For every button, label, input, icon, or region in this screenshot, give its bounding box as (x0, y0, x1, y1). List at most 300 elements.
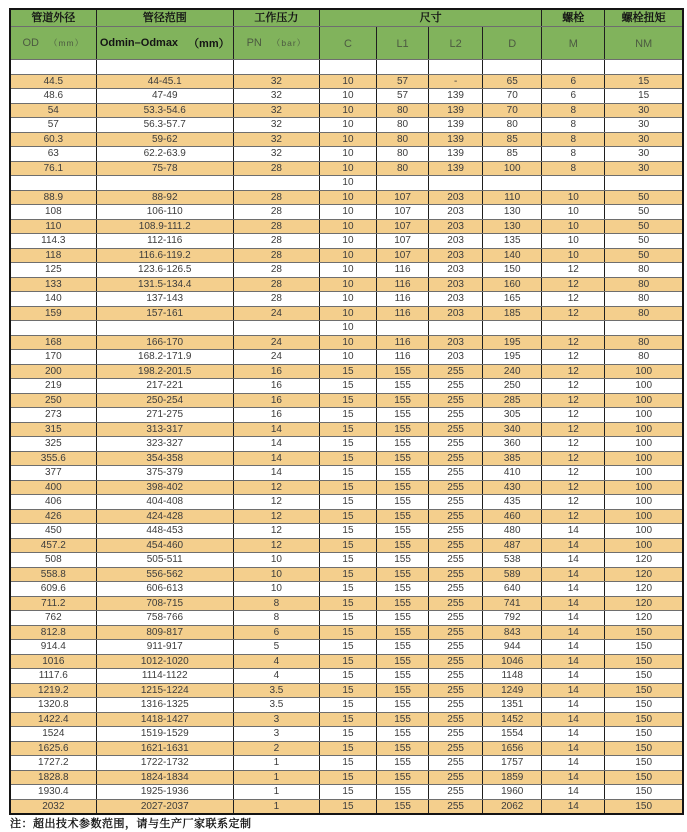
cell: 16 (233, 379, 319, 394)
table-header (10, 9, 683, 60)
table-row (10, 785, 683, 800)
cell: 1925-1936 (96, 785, 233, 800)
cell: 139 (429, 89, 483, 104)
cell (605, 321, 683, 336)
cell: 14 (233, 466, 319, 481)
cell: 15 (319, 654, 376, 669)
cell: 155 (377, 712, 429, 727)
cell (483, 321, 542, 336)
cell: 12 (542, 277, 605, 292)
cell: 107 (377, 219, 429, 234)
cell: 110 (10, 219, 96, 234)
cell: 150 (605, 683, 683, 698)
cell: 32 (233, 103, 319, 118)
cell: 100 (605, 524, 683, 539)
cell: 30 (605, 161, 683, 176)
table-row (10, 495, 683, 510)
table-row (10, 509, 683, 524)
cell: 120 (605, 611, 683, 626)
cell: 139 (429, 103, 483, 118)
cell: 150 (605, 654, 683, 669)
cell: 12 (542, 437, 605, 452)
cell: 1727.2 (10, 756, 96, 771)
cell: 10 (319, 161, 376, 176)
cell: 80 (605, 277, 683, 292)
cell: 47-49 (96, 89, 233, 104)
cell: 32 (233, 74, 319, 89)
cell: 609.6 (10, 582, 96, 597)
spacer-row (10, 321, 683, 336)
table-body (10, 60, 683, 815)
cell: 80 (605, 350, 683, 365)
cell: 255 (429, 509, 483, 524)
cell: 10 (319, 132, 376, 147)
cell: 400 (10, 480, 96, 495)
cell: 155 (377, 596, 429, 611)
cell: 1824-1834 (96, 770, 233, 785)
cell: 1422.4 (10, 712, 96, 727)
cell: 1656 (483, 741, 542, 756)
cell: 240 (483, 364, 542, 379)
cell: 10 (319, 176, 376, 191)
cell: 150 (605, 640, 683, 655)
cell: 150 (605, 727, 683, 742)
cell: 1452 (483, 712, 542, 727)
cell (233, 60, 319, 75)
cell: 741 (483, 596, 542, 611)
cell: 1524 (10, 727, 96, 742)
cell: 155 (377, 756, 429, 771)
subheader-odmin-odmax: Odmin–Odmax （mm） (96, 27, 233, 60)
cell: 424-428 (96, 509, 233, 524)
subheader-l2: L2 (429, 27, 483, 60)
cell: 15 (319, 509, 376, 524)
cell: 217-221 (96, 379, 233, 394)
cell: 12 (233, 509, 319, 524)
cell: 170 (10, 350, 96, 365)
cell (542, 176, 605, 191)
cell: 355.6 (10, 451, 96, 466)
cell: 8 (233, 596, 319, 611)
cell: 2027-2037 (96, 799, 233, 814)
cell: 14 (542, 625, 605, 640)
pipe-spec-table (9, 8, 684, 815)
cell: 385 (483, 451, 542, 466)
cell: 12 (542, 393, 605, 408)
cell: 203 (429, 248, 483, 263)
cell: 155 (377, 451, 429, 466)
cell: 155 (377, 770, 429, 785)
table-row (10, 161, 683, 176)
table-row (10, 263, 683, 278)
cell: 1316-1325 (96, 698, 233, 713)
cell: 28 (233, 248, 319, 263)
cell: 1722-1732 (96, 756, 233, 771)
header-bolt: 螺栓 (542, 9, 605, 27)
cell: 255 (429, 625, 483, 640)
cell: 406 (10, 495, 96, 510)
cell: 410 (483, 466, 542, 481)
cell: 14 (542, 538, 605, 553)
subheader-m: M (542, 27, 605, 60)
cell: 255 (429, 379, 483, 394)
cell: 166-170 (96, 335, 233, 350)
cell: 155 (377, 495, 429, 510)
cell: 16 (233, 364, 319, 379)
cell: 195 (483, 350, 542, 365)
cell: 14 (542, 582, 605, 597)
cell: 711.2 (10, 596, 96, 611)
cell: 10 (319, 118, 376, 133)
cell: 812.8 (10, 625, 96, 640)
cell: 1519-1529 (96, 727, 233, 742)
cell: 50 (605, 219, 683, 234)
cell: 758-766 (96, 611, 233, 626)
cell: 155 (377, 785, 429, 800)
cell: 255 (429, 683, 483, 698)
cell: 139 (429, 132, 483, 147)
cell: 155 (377, 625, 429, 640)
header-dimensions: 尺寸 (319, 9, 541, 27)
cell: 80 (377, 147, 429, 162)
cell: 57 (10, 118, 96, 133)
cell: 12 (542, 408, 605, 423)
cell: 116.6-119.2 (96, 248, 233, 263)
cell: 10 (319, 248, 376, 263)
subheader-d: D (483, 27, 542, 60)
table-row (10, 698, 683, 713)
subheader-od: OD （mm） (10, 27, 96, 60)
cell: 155 (377, 669, 429, 684)
cell: 10 (233, 567, 319, 582)
cell: 3.5 (233, 698, 319, 713)
cell: 155 (377, 422, 429, 437)
cell: 3.5 (233, 683, 319, 698)
cell: 50 (605, 248, 683, 263)
table-row (10, 756, 683, 771)
cell: 8 (542, 147, 605, 162)
subheader-pn: PN （bar） (233, 27, 319, 60)
cell: 12 (233, 495, 319, 510)
cell: 120 (605, 567, 683, 582)
table-row (10, 683, 683, 698)
cell: 123.6-126.5 (96, 263, 233, 278)
cell: 139 (429, 118, 483, 133)
cell: 200 (10, 364, 96, 379)
cell: 50 (605, 205, 683, 220)
cell: 139 (429, 147, 483, 162)
cell: 255 (429, 727, 483, 742)
cell: 100 (605, 480, 683, 495)
cell: 255 (429, 712, 483, 727)
cell: 15 (319, 567, 376, 582)
cell: 116 (377, 306, 429, 321)
cell: 5 (233, 640, 319, 655)
cell: 255 (429, 611, 483, 626)
cell: 155 (377, 509, 429, 524)
cell: 2 (233, 741, 319, 756)
cell: 2062 (483, 799, 542, 814)
table-row (10, 553, 683, 568)
cell: 1 (233, 785, 319, 800)
cell: 155 (377, 480, 429, 495)
table-row (10, 596, 683, 611)
cell: 323-327 (96, 437, 233, 452)
cell: 255 (429, 799, 483, 814)
cell: 1148 (483, 669, 542, 684)
cell: 150 (605, 669, 683, 684)
subheader-l1: L1 (377, 27, 429, 60)
cell: 448-453 (96, 524, 233, 539)
cell: 10 (319, 190, 376, 205)
cell: 195 (483, 335, 542, 350)
cell: 28 (233, 161, 319, 176)
cell: 44-45.1 (96, 74, 233, 89)
cell (96, 176, 233, 191)
cell: 10 (319, 147, 376, 162)
cell: 28 (233, 219, 319, 234)
cell: 8 (542, 103, 605, 118)
cell: 203 (429, 219, 483, 234)
cell (483, 60, 542, 75)
cell: 12 (542, 422, 605, 437)
cell: 100 (605, 538, 683, 553)
cell: 255 (429, 669, 483, 684)
cell: 10 (233, 553, 319, 568)
cell: 131.5-134.4 (96, 277, 233, 292)
cell: 1828.8 (10, 770, 96, 785)
cell: 12 (542, 495, 605, 510)
cell: 255 (429, 640, 483, 655)
cell: 12 (542, 509, 605, 524)
cell (429, 176, 483, 191)
cell: 15 (319, 770, 376, 785)
cell: 150 (605, 698, 683, 713)
cell: 255 (429, 741, 483, 756)
cell: 1757 (483, 756, 542, 771)
cell: 168 (10, 335, 96, 350)
cell: 435 (483, 495, 542, 510)
table-row (10, 147, 683, 162)
cell: 14 (542, 741, 605, 756)
cell: 1320.8 (10, 698, 96, 713)
cell: 10 (542, 190, 605, 205)
cell: 255 (429, 553, 483, 568)
cell (10, 176, 96, 191)
cell: 57 (377, 89, 429, 104)
cell: 15 (319, 364, 376, 379)
cell: 480 (483, 524, 542, 539)
cell: 15 (319, 582, 376, 597)
cell: 100 (605, 379, 683, 394)
cell: 10 (319, 292, 376, 307)
cell (542, 60, 605, 75)
cell: 255 (429, 785, 483, 800)
cell: 155 (377, 698, 429, 713)
cell: 62.2-63.9 (96, 147, 233, 162)
cell: 14 (542, 698, 605, 713)
cell: 150 (605, 799, 683, 814)
cell: 80 (377, 118, 429, 133)
cell: 6 (542, 74, 605, 89)
cell: 32 (233, 118, 319, 133)
header-group-row (10, 9, 683, 27)
cell: 792 (483, 611, 542, 626)
cell: 100 (483, 161, 542, 176)
cell: 28 (233, 234, 319, 249)
cell: 100 (605, 451, 683, 466)
cell: 10 (319, 321, 376, 336)
cell: 1016 (10, 654, 96, 669)
cell: 1 (233, 756, 319, 771)
cell: 10 (319, 263, 376, 278)
cell: 460 (483, 509, 542, 524)
cell: 15 (319, 756, 376, 771)
cell: 255 (429, 451, 483, 466)
cell: 185 (483, 306, 542, 321)
cell: 30 (605, 103, 683, 118)
cell: 12 (542, 379, 605, 394)
cell: 10 (319, 74, 376, 89)
cell: 1418-1427 (96, 712, 233, 727)
cell: 10 (233, 582, 319, 597)
cell: 285 (483, 393, 542, 408)
cell: 1 (233, 799, 319, 814)
cell: 32 (233, 147, 319, 162)
cell: 100 (605, 509, 683, 524)
cell: 219 (10, 379, 96, 394)
cell (233, 321, 319, 336)
cell: 255 (429, 495, 483, 510)
cell: 1960 (483, 785, 542, 800)
cell: 606-613 (96, 582, 233, 597)
cell: 15 (319, 408, 376, 423)
cell: 14 (542, 756, 605, 771)
cell: 809-817 (96, 625, 233, 640)
cell: 255 (429, 654, 483, 669)
cell: 108.9-111.2 (96, 219, 233, 234)
table-row (10, 770, 683, 785)
cell: 10 (542, 234, 605, 249)
cell: 198.2-201.5 (96, 364, 233, 379)
cell: 57 (377, 74, 429, 89)
cell: 1249 (483, 683, 542, 698)
cell: 125 (10, 263, 96, 278)
cell: 12 (542, 350, 605, 365)
cell: 12 (233, 524, 319, 539)
cell: 88-92 (96, 190, 233, 205)
cell: 708-715 (96, 596, 233, 611)
cell: 1012-1020 (96, 654, 233, 669)
cell: 100 (605, 466, 683, 481)
cell: 377 (10, 466, 96, 481)
cell: 255 (429, 596, 483, 611)
cell: 150 (605, 625, 683, 640)
cell: 1117.6 (10, 669, 96, 684)
cell: 44.5 (10, 74, 96, 89)
cell: 12 (542, 480, 605, 495)
table-row (10, 451, 683, 466)
cell: 203 (429, 292, 483, 307)
cell: 12 (233, 480, 319, 495)
cell: 160 (483, 277, 542, 292)
cell: 157-161 (96, 306, 233, 321)
table-row (10, 538, 683, 553)
cell: 430 (483, 480, 542, 495)
cell: 255 (429, 567, 483, 582)
cell: 56.3-57.7 (96, 118, 233, 133)
cell: 1 (233, 770, 319, 785)
cell: 168.2-171.9 (96, 350, 233, 365)
table-row (10, 640, 683, 655)
cell: 1554 (483, 727, 542, 742)
cell: 203 (429, 205, 483, 220)
cell: 12 (542, 263, 605, 278)
cell: 4 (233, 669, 319, 684)
cell: 1625.6 (10, 741, 96, 756)
cell: 150 (605, 756, 683, 771)
cell: 120 (605, 582, 683, 597)
cell: 340 (483, 422, 542, 437)
cell: 63 (10, 147, 96, 162)
cell: 155 (377, 741, 429, 756)
table-row (10, 741, 683, 756)
cell: 76.1 (10, 161, 96, 176)
cell: 10 (319, 89, 376, 104)
cell: 12 (542, 364, 605, 379)
cell: 100 (605, 408, 683, 423)
cell: 60.3 (10, 132, 96, 147)
cell: 313-317 (96, 422, 233, 437)
cell: 107 (377, 248, 429, 263)
cell: 59-62 (96, 132, 233, 147)
cell: 255 (429, 466, 483, 481)
cell: 15 (319, 785, 376, 800)
cell: 15 (319, 466, 376, 481)
cell: 112-116 (96, 234, 233, 249)
cell: 70 (483, 103, 542, 118)
cell: 100 (605, 422, 683, 437)
cell: 14 (542, 524, 605, 539)
cell (483, 176, 542, 191)
cell: 107 (377, 190, 429, 205)
cell: 404-408 (96, 495, 233, 510)
cell: 255 (429, 480, 483, 495)
cell: 120 (605, 553, 683, 568)
cell: 130 (483, 205, 542, 220)
cell: 80 (377, 103, 429, 118)
table-row (10, 219, 683, 234)
cell: 85 (483, 147, 542, 162)
cell: 14 (542, 712, 605, 727)
cell: 14 (233, 451, 319, 466)
cell: 30 (605, 147, 683, 162)
cell: 843 (483, 625, 542, 640)
cell: 140 (483, 248, 542, 263)
cell: 30 (605, 118, 683, 133)
cell: 1219.2 (10, 683, 96, 698)
table-row (10, 466, 683, 481)
cell: 15 (319, 422, 376, 437)
cell: 155 (377, 379, 429, 394)
cell: 70 (483, 89, 542, 104)
cell: 139 (429, 161, 483, 176)
table-row (10, 118, 683, 133)
cell: 3 (233, 712, 319, 727)
header-pipe-od: 管道外径 (10, 9, 96, 27)
table-row (10, 248, 683, 263)
cell: 10 (319, 277, 376, 292)
